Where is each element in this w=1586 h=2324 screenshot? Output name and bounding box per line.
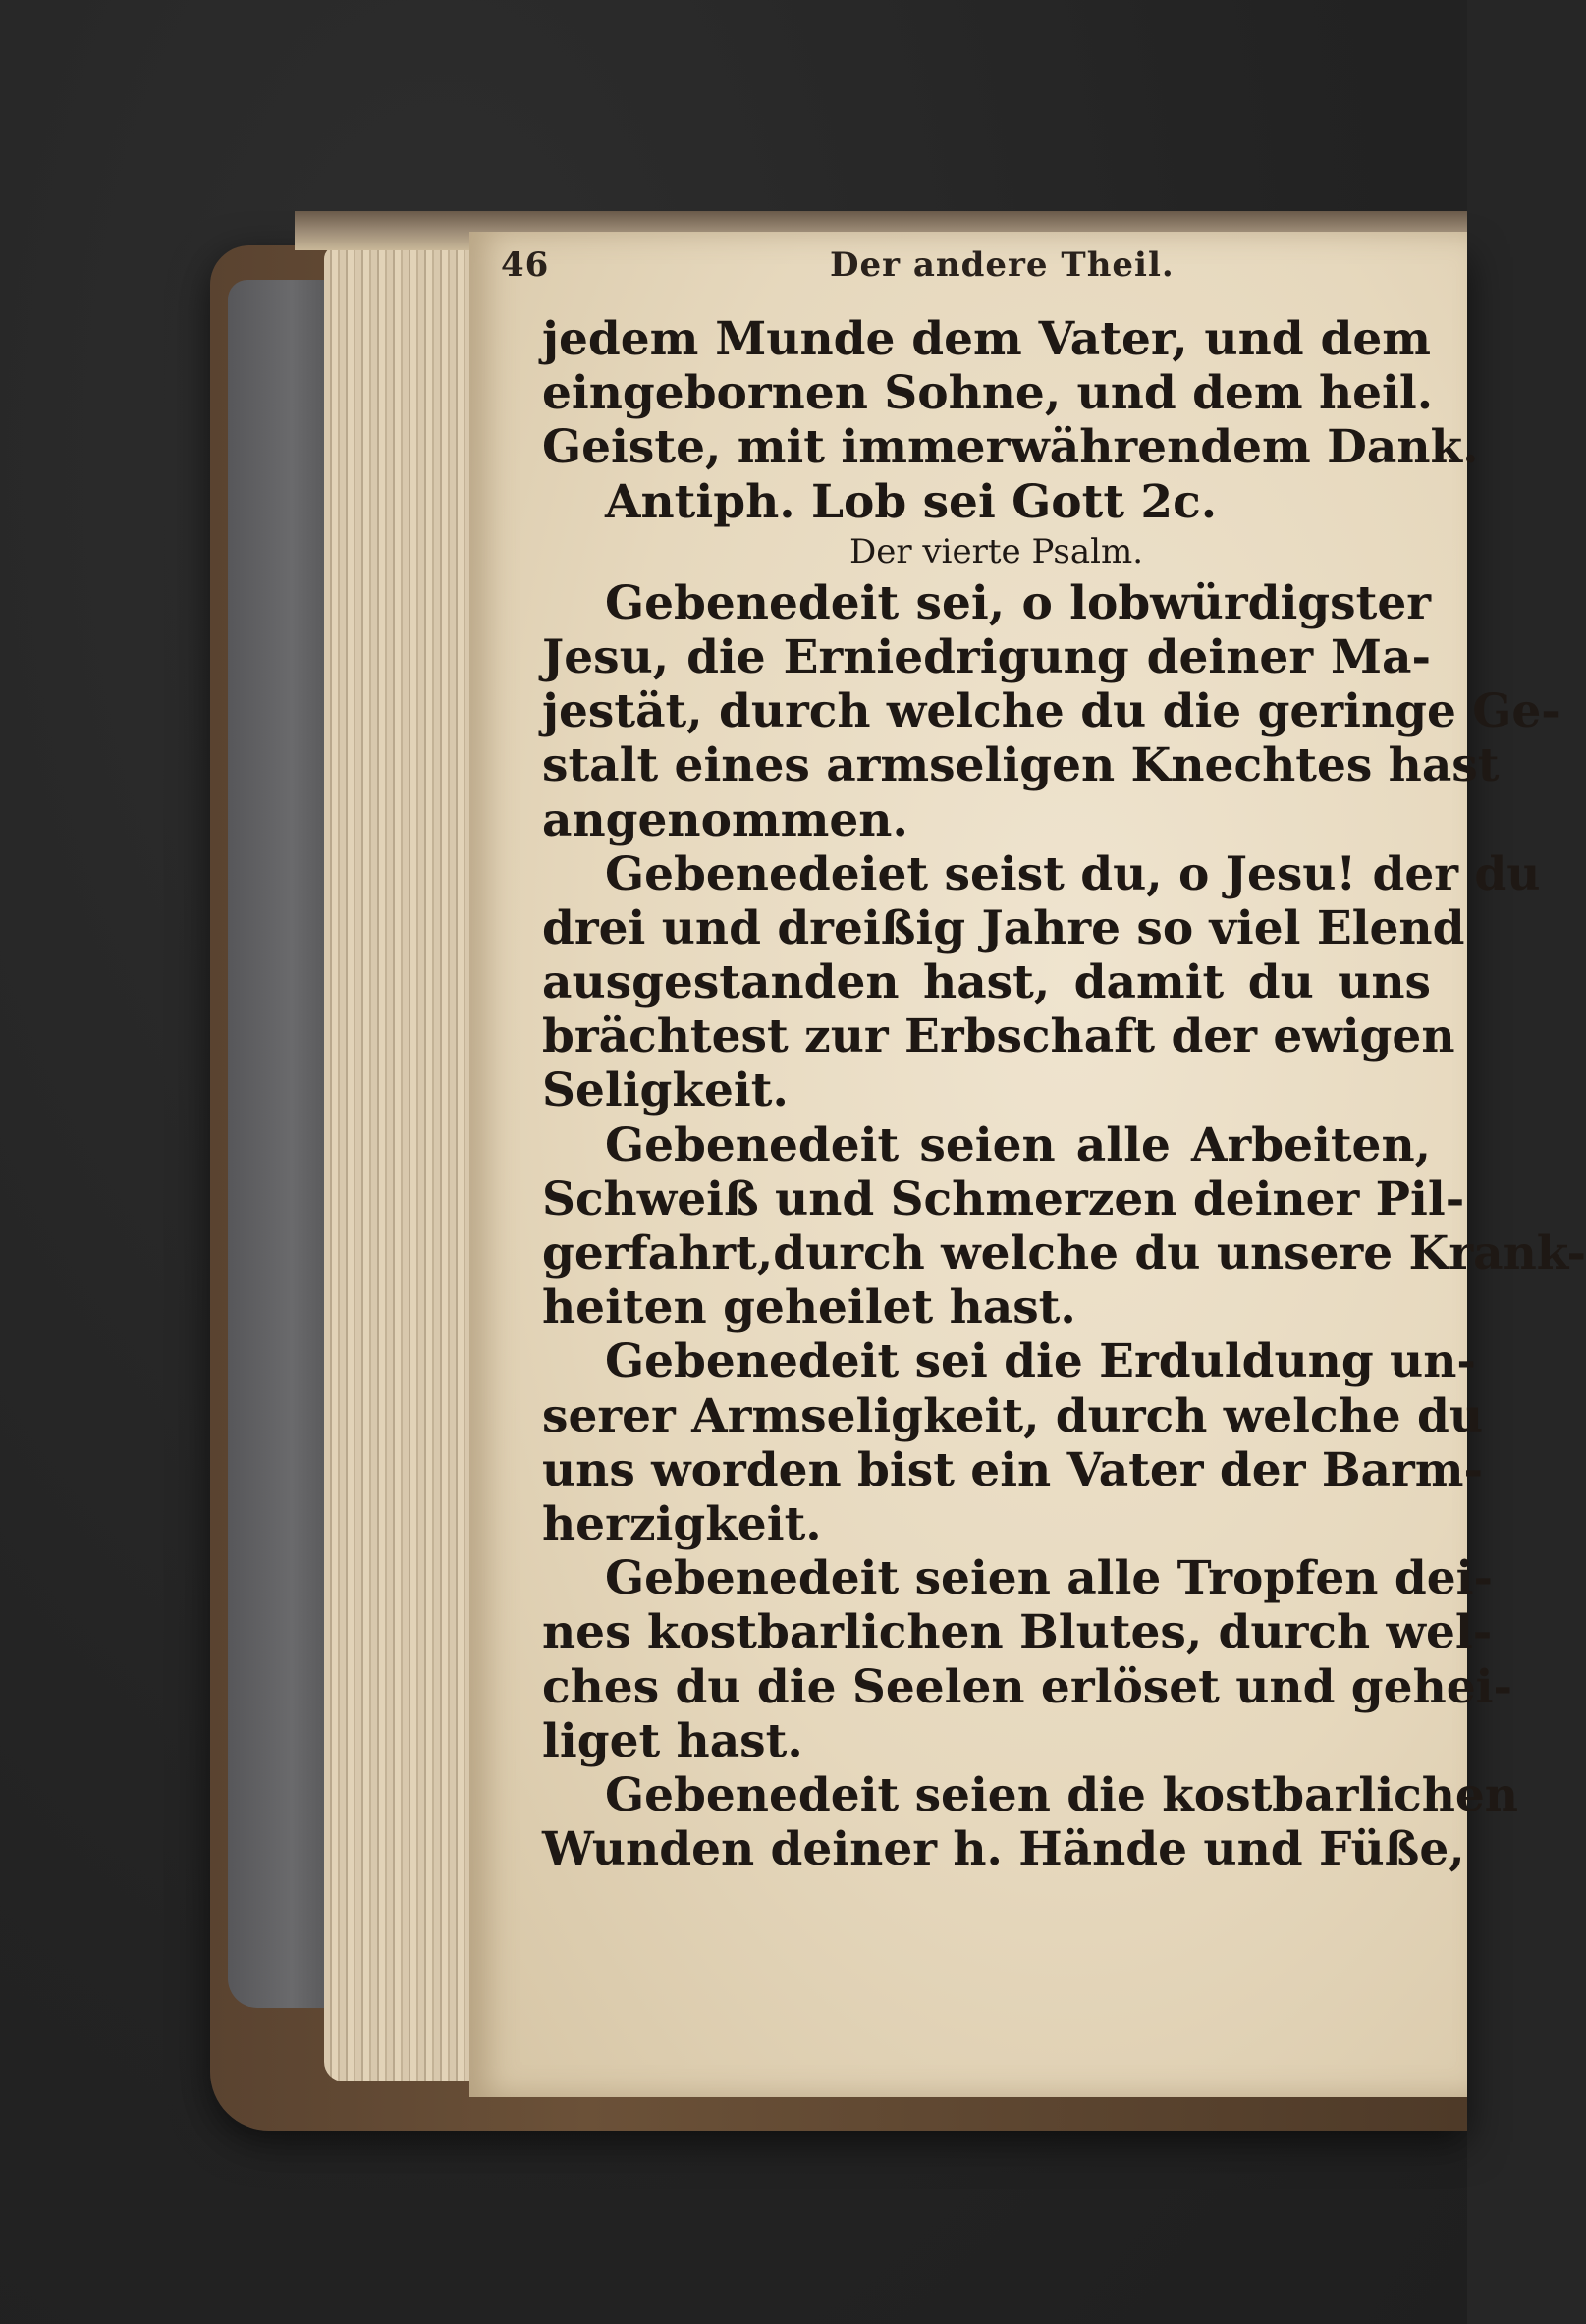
page-edges: [324, 245, 481, 2081]
text-line: Gebenedeiet seist du, o Jesu! der du: [605, 846, 1541, 901]
text-line: nes kostbarlichen Blutes, durch wel-: [542, 1605, 1493, 1660]
text-line: Seligkeit.: [542, 1063, 789, 1118]
text-line: heiten geheilet hast.: [542, 1280, 1076, 1335]
text-line: serer Armseligkeit, durch welche du: [542, 1388, 1484, 1443]
text-line: stalt eines armseligen Knechtes hast: [542, 738, 1500, 793]
text-line: eingebornen Sohne, und dem heil.: [542, 366, 1434, 421]
text-line: Wunden deiner h. Hände und Füße,: [542, 1822, 1465, 1877]
text-line: ches du die Seelen erlöset und gehei-: [542, 1659, 1513, 1714]
psalm-heading: Der vierte Psalm.: [848, 531, 1144, 571]
text-line: drei und dreißig Jahre so viel Elend: [542, 900, 1465, 955]
text-line: Gebenedeit sei die Erduldung un-: [605, 1334, 1476, 1389]
text-line: Gebenedeit seien alle Arbeiten,: [605, 1117, 1431, 1172]
running-head: [501, 245, 1188, 285]
text-line: Geiste, mit immerwährendem Dank.: [542, 420, 1479, 475]
text-line: gerfahrt,durch welche du unsere Krank-: [542, 1226, 1586, 1280]
text-line: Gebenedeit seien die kostbarlichen: [605, 1767, 1518, 1822]
text-line: Gebenedeit sei, o lobwürdigster: [605, 575, 1431, 630]
page-number: 46: [501, 245, 550, 285]
text-line: Schweiß und Schmerzen deiner Pil-: [542, 1171, 1465, 1226]
text-line: herzigkeit.: [542, 1496, 822, 1551]
text-line: jestät, durch welche du die geringe Ge-: [542, 684, 1560, 739]
text-line: brächtest zur Erbschaft der ewigen: [542, 1009, 1455, 1064]
text-line: liget hast.: [542, 1713, 803, 1768]
text-line: uns worden bist ein Vater der Barm-: [542, 1442, 1483, 1497]
text-line: Jesu, die Erniedrigung deiner Ma-: [542, 629, 1431, 684]
text-line: angenommen.: [542, 792, 908, 847]
text-line: jedem Munde dem Vater, und dem: [542, 312, 1431, 366]
text-line: ausgestanden hast, damit du uns: [542, 955, 1431, 1010]
running-title: Der andere Theil.: [830, 245, 1175, 285]
text-line: Gebenedeit seien alle Tropfen dei-: [605, 1551, 1493, 1606]
body-text: [542, 312, 1586, 1877]
antiphon-line: Antiph. Lob sei Gott 2c.: [605, 474, 1218, 529]
